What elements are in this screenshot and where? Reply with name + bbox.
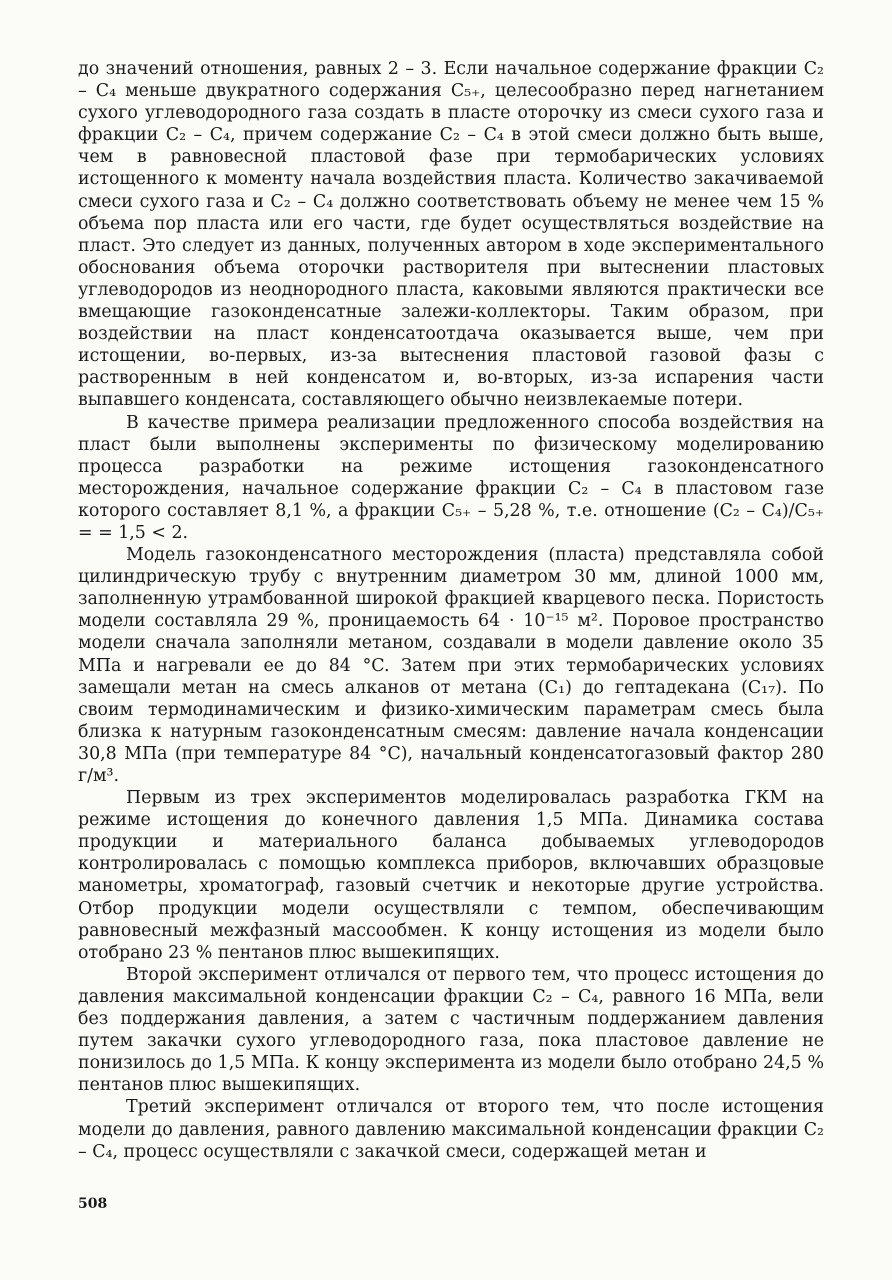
page-number: 508 [78,1196,108,1212]
paragraph-5: Второй эксперимент отличался от первого тем, что процесс истощения до давления максимальной конденсации фракции C₂ – C₄, равного 16 МПа, вели без поддержания давления, а затем с частичным поддержанием давления путем закачки сухого углеводородного газа, пока пластовое давление не понизилось до 1,5 МПа. К концу эксперимента из модели было отобрано 24,5 % пентанов плюс вышекипящих. [78,964,824,1096]
paragraph-3: Модель газоконденсатного месторождения (пласта) представляла собой цилиндрическую трубу с внутренним диаметром 30 мм, длиной 1000 мм, заполненную утрамбованной широкой фракцией кварцевого песка. Пористость модели составляла 29 %, проницаемость 64 · 10⁻¹⁵ м². Поровое пространство модели сначала заполняли метаном, создавали в модели давление около 35 МПа и нагревали ее до 84 °C. Затем при этих термобарических условиях замещали метан на смесь алканов от метана (C₁) до гептадекана (C₁₇). По своим термодинамическим и физико-химическим параметрам смесь была близка к натурным газоконденсатным смесям: давление начала конденсации 30,8 МПа (при температуре 84 °C), начальный конденсатогазовый фактор 280 г/м³. [78,545,824,786]
paragraph-1: до значений отношения, равных 2 – 3. Если начальное содержание фракции C₂ – C₄ меньше двукратного содержания C₅₊, целесообразно перед нагнетанием сухого углеводородного газа создать в пласте оторочку из смеси сухого газа и фракции C₂ – C₄, причем содержание C₂ – C₄ в этой смеси должно быть выше, чем в равновесной пластовой фазе при термобарических условиях истощенного к моменту начала воздействия пласта. Количество закачиваемой смеси сухого газа и C₂ – C₄ должно соответствовать объему не менее чем 15 % объема пор пласта или его части, где будет осуществляться воздействие на пласт. Это следует из данных, полученных автором в ходе экспериментального обоснования объема оторочки растворителя при вытеснении пластовых углеводородов из неоднородного пласта, каковыми являются практически все вмещающие газоконденсатные залежи-коллекторы. Таким образом, при воздействии на пласт конденсатоотдача оказывается выше, чем при истощении, во-первых, из-за вытеснения пластовой газовой фазы с растворенным в ней конденсатом и, во-вторых, из-за испарения части выпавшего конденсата, составляющего обычно неизвлекаемые потери. [78,59,824,411]
body-text [78,58,824,1163]
paragraph-6: Третий эксперимент отличался от второго тем, что после истощения модели до давления, равного давлению максимальной конденсации фракции C₂ – C₄, процесс осуществляли с закачкой смеси, содержащей метан и [78,1097,824,1162]
paragraph-4: Первым из трех экспериментов моделировалась разработка ГКМ на режиме истощения до конечного давления 1,5 МПа. Динамика состава продукции и материального баланса добываемых углеводородов контролировалась с помощью комплекса приборов, включавших образцовые манометры, хроматограф, газовый счетчик и некоторые другие устройства. Отбор продукции модели осуществляли с темпом, обеспечивающим равновесный межфазный массообмен. К концу истощения из модели было отобрано 23 % пентанов плюс вышекипящих. [78,788,824,963]
paragraph-2: В качестве примера реализации предложенного способа воздействия на пласт были выполнены эксперименты по физическому моделированию процесса разработки на режиме истощения газоконденсатного месторождения, начальное содержание фракции C₂ – C₄ в пластовом газе которого составляет 8,1 %, а фракции C₅₊ – 5,28 %, т.е. отношение (C₂ – C₄)/C₅₊ = = 1,5 < 2. [78,412,824,543]
